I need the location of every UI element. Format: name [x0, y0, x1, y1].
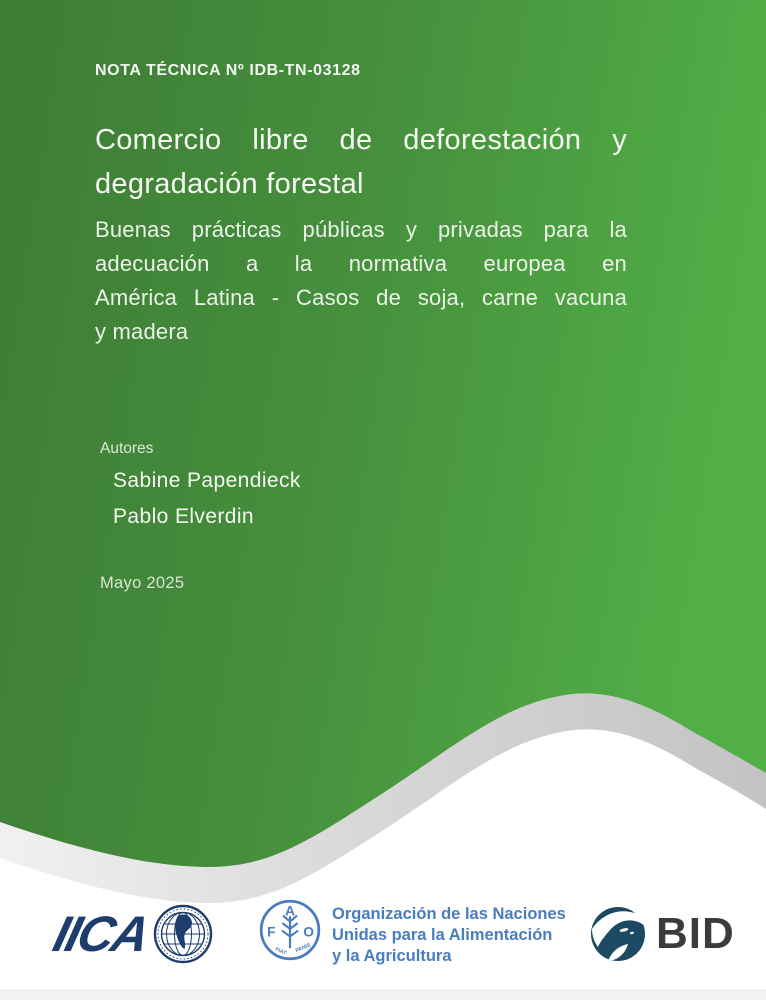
authors-label: Autores	[100, 440, 154, 457]
title-line-1: Comercio libre de deforestación y	[95, 124, 627, 156]
fao-emblem-icon	[258, 898, 322, 962]
partner-logos	[0, 896, 766, 980]
page-bottom-edge	[0, 989, 766, 1000]
subtitle-line-4: y madera	[95, 319, 189, 344]
page-title	[95, 118, 627, 206]
page-subtitle	[95, 213, 627, 349]
iica-globe-icon	[153, 904, 213, 964]
svg-text:A: A	[284, 902, 296, 919]
iica-wordmark: IICA	[48, 906, 154, 962]
fao-name-text	[332, 904, 566, 967]
svg-text:FIAT: FIAT	[274, 946, 288, 957]
author-name: Pablo Elverdin	[113, 505, 255, 528]
svg-text:O: O	[303, 923, 315, 940]
author-name: Sabine Papendieck	[113, 469, 301, 492]
subtitle-line-1: Buenas prácticas públicas y privadas para la	[95, 217, 627, 242]
bid-logo	[588, 904, 735, 964]
fao-text-line: Organización de las Naciones	[332, 905, 566, 923]
fao-logo	[258, 898, 566, 967]
fao-text-line: y la Agricultura	[332, 947, 452, 965]
note-number: NOTA TÉCNICA Nº IDB-TN-03128	[95, 62, 361, 79]
svg-text:PANIS: PANIS	[294, 942, 312, 955]
authors-list	[113, 463, 301, 535]
title-line-2: degradación forestal	[95, 168, 364, 200]
bid-wordmark: BID	[656, 909, 735, 958]
subtitle-line-2: adecuación a la normativa europea en	[95, 251, 627, 276]
subtitle-line-3: América Latina - Casos de soja, carne vacuna	[95, 285, 627, 310]
svg-text:F: F	[267, 923, 276, 940]
publication-date: Mayo 2025	[100, 574, 185, 592]
bid-globe-icon	[588, 904, 648, 964]
fao-text-line: Unidas para la Alimentación	[332, 926, 553, 944]
iica-logo	[48, 904, 213, 964]
